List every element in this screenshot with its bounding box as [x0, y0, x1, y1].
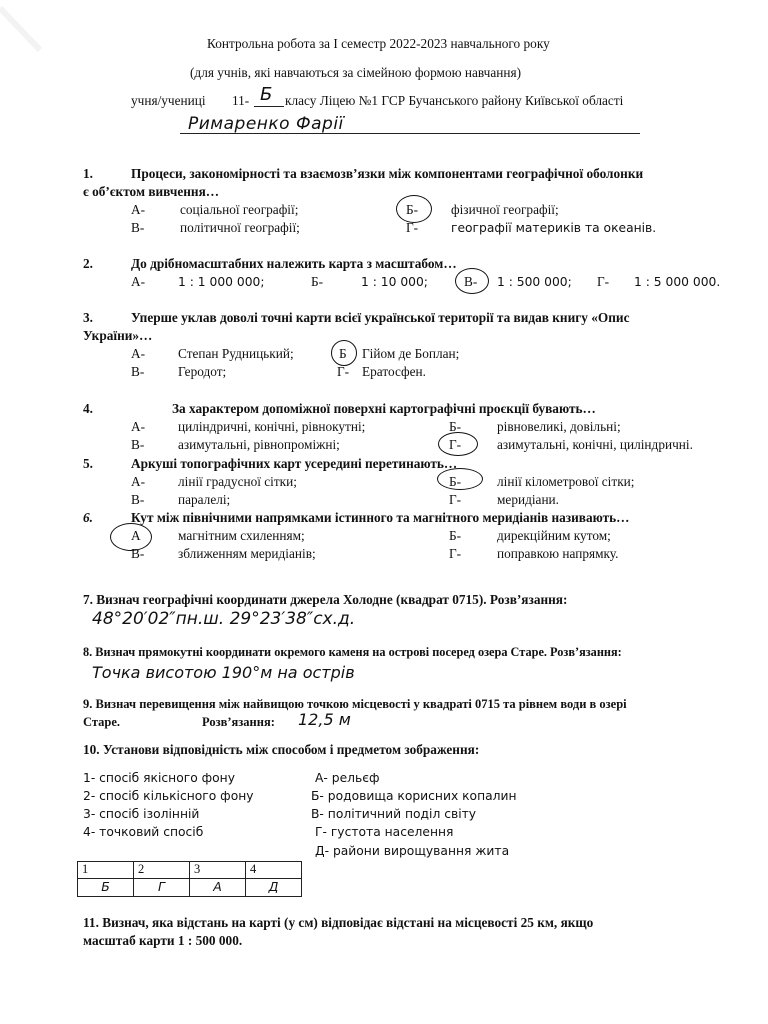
q4-opt-b-letter: Б- — [449, 419, 462, 434]
q3-opt-a-text: Степан Рудницький; — [178, 346, 294, 361]
q10-right-d: Д- райони вирощування жита — [315, 844, 510, 858]
q6-opt-g-letter: Г- — [449, 546, 462, 561]
q2-opt-g-letter: Г- — [597, 274, 610, 289]
q1-opt-g-letter: Г- — [406, 220, 419, 235]
q1-opt-b-text: фізичної географії; — [451, 202, 559, 217]
q4-text: За характером допоміжної поверхні картографічні проєкції бувають… — [172, 401, 596, 416]
q9-answer-handwritten: 12,5 м — [298, 710, 351, 729]
q6-number: 6. — [83, 510, 93, 525]
class-number: 11- — [232, 93, 250, 108]
q5-opt-g-text: меридіани. — [497, 492, 559, 507]
q5-answer-circle — [437, 468, 483, 490]
q6-opt-a-text: магнітним схиленням; — [178, 528, 305, 543]
q10-header-4: 4 — [246, 862, 302, 879]
q10-answer-table — [77, 861, 302, 897]
q10-header-1: 1 — [78, 862, 134, 879]
q2-opt-b-text: 1 : 10 000; — [361, 275, 428, 289]
q1-opt-g-text: географії материків та океанів. — [451, 221, 657, 235]
q5-text: Аркуші топографічних карт усередині перетинають… — [131, 456, 458, 471]
q1-text: Процеси, закономірності та взаємозв’язки між компонентами географічної оболонки — [131, 166, 644, 181]
q1-text-cont: є об’єктом вивчення… — [83, 184, 220, 199]
q5-opt-a-text: лінії градусної сітки; — [178, 474, 297, 489]
student-prefix: учня/учениці — [131, 93, 206, 108]
q1-answer-circle — [396, 195, 432, 223]
q4-number: 4. — [83, 401, 93, 416]
q10-right-b: Б- родовища корисних копалин — [311, 789, 517, 803]
q4-answer-circle — [438, 432, 478, 456]
q10-header-3: 3 — [190, 862, 246, 879]
q6-opt-b-letter: Б- — [449, 528, 462, 543]
q5-opt-v-text: паралелі; — [178, 492, 231, 507]
q5-opt-a-letter: А- — [131, 474, 146, 489]
q5-opt-b-letter: Б- — [449, 474, 462, 489]
class-letter-handwritten: Б — [260, 84, 273, 105]
q4-opt-v-letter: В- — [131, 437, 145, 452]
q2-number: 2. — [83, 256, 93, 271]
q10-right-v: В- політичний поділ світу — [311, 807, 477, 821]
q3-text: Уперше уклав доволі точні карти всієї української території та видав книгу «Опис — [131, 310, 630, 325]
q5-opt-g-letter: Г- — [449, 492, 462, 507]
q2-opt-b-letter: Б- — [311, 274, 324, 289]
q11-text: 11. Визнач, яка відстань на карті (у см) відповідає відстані на місцевості 25 км, якщо — [83, 915, 594, 930]
q6-text: Кут між північними напрямками істинного та магнітного меридіанів називають… — [131, 510, 630, 525]
q7-text: 7. Визнач географічні координати джерела Холодне (квадрат 0715). Розв’язання: — [83, 592, 568, 607]
q10-answer-2[interactable]: Г — [134, 879, 190, 897]
q10-header-2: 2 — [134, 862, 190, 879]
q3-opt-b-text: Гійом де Боплан; — [362, 346, 460, 361]
test-title: Контрольна робота за І семестр 2022-2023 навчального року — [207, 36, 550, 51]
q3-opt-a-letter: А- — [131, 346, 146, 361]
q1-opt-a-text: соціальної географії; — [180, 202, 299, 217]
q10-answer-1[interactable]: Б — [78, 879, 134, 897]
test-subtitle: (для учнів, які навчаються за сімейною формою навчання) — [190, 65, 522, 80]
q10-right-g: Г- густота населення — [315, 825, 454, 839]
name-underline — [180, 133, 640, 134]
q6-opt-v-letter: В- — [131, 546, 145, 561]
q11-text-cont: масштаб карти 1 : 500 000. — [83, 933, 243, 948]
q2-opt-v-text: 1 : 500 000; — [497, 275, 572, 289]
q3-opt-g-text: Ератосфен. — [362, 364, 426, 379]
q3-opt-b-letter: Б — [339, 346, 347, 361]
q5-number: 5. — [83, 456, 93, 471]
q4-opt-g-text: азимутальні, конічні, циліндричні. — [497, 437, 693, 452]
q2-opt-a-letter: А- — [131, 274, 146, 289]
student-name-handwritten: Римаренко Фарії — [188, 114, 344, 134]
q1-number: 1. — [83, 166, 93, 181]
school-name: класу Ліцею №1 ГСР Бучанського району Київської області — [285, 93, 624, 108]
q2-text: До дрібномасштабних належить карта з масштабом… — [131, 256, 457, 271]
q10-left-1: 1- спосіб якісного фону — [83, 771, 235, 785]
q4-opt-v-text: азимутальні, рівнопроміжні; — [178, 437, 340, 452]
q10-left-4: 4- точковий спосіб — [83, 825, 204, 839]
q2-opt-a-text: 1 : 1 000 000; — [178, 275, 265, 289]
class-underline — [254, 106, 284, 107]
q1-opt-b-letter: Б- — [406, 202, 419, 217]
q7-answer-handwritten: 48°20′02″пн.ш. 29°23′38″сх.д. — [92, 609, 356, 629]
q3-opt-v-letter: В- — [131, 364, 145, 379]
q1-opt-a-letter: А- — [131, 202, 146, 217]
q2-opt-v-letter: В- — [464, 274, 478, 289]
q4-opt-a-text: циліндричні, конічні, рівнокутні; — [178, 419, 366, 434]
q9-solution-label: Розв’язання: — [202, 715, 275, 729]
q6-answer-circle — [110, 523, 152, 551]
q3-number: 3. — [83, 310, 93, 325]
q4-opt-g-letter: Г- — [449, 437, 462, 452]
q10-right-a: А- рельєф — [315, 771, 380, 785]
corner-mark — [0, 0, 60, 60]
q9-text: 9. Визнач перевищення між найвищою точкою місцевості у квадраті 0715 та рівнем води в озері — [83, 697, 627, 711]
q5-opt-b-text: лінії кілометрової сітки; — [497, 474, 635, 489]
q1-opt-v-letter: В- — [131, 220, 145, 235]
q4-opt-b-text: рівновеликі, довільні; — [497, 419, 621, 434]
q10-text: 10. Установи відповідність між способом і предметом зображення: — [83, 742, 480, 757]
q6-opt-g-text: поправкою напрямку. — [497, 546, 619, 561]
q2-opt-g-text: 1 : 5 000 000. — [634, 275, 721, 289]
q10-left-3: 3- спосіб ізолінній — [83, 807, 200, 821]
q3-opt-g-letter: Г- — [337, 364, 350, 379]
q2-answer-circle — [455, 268, 489, 294]
q8-text: 8. Визнач прямокутні координати окремого каменя на острові посеред озера Старе. Розв’язання: — [83, 645, 622, 659]
q5-opt-v-letter: В- — [131, 492, 145, 507]
q3-text-cont: України»… — [83, 328, 153, 343]
q6-opt-b-text: дирекційним кутом; — [497, 528, 611, 543]
q1-opt-v-text: політичної географії; — [180, 220, 300, 235]
q6-opt-a-letter: А — [131, 528, 141, 543]
q10-left-2: 2- спосіб кількісного фону — [83, 789, 254, 803]
q6-opt-v-text: зближенням меридіанів; — [178, 546, 316, 561]
q8-answer-handwritten: Точка висотою 190°м на острів — [92, 663, 355, 682]
q4-opt-a-letter: А- — [131, 419, 146, 434]
q3-answer-circle — [331, 340, 357, 366]
q9-text-cont: Старе. — [83, 715, 121, 729]
q3-opt-v-text: Геродот; — [178, 364, 227, 379]
q10-answer-3[interactable]: А — [190, 879, 246, 897]
q10-answer-4[interactable]: Д — [246, 879, 302, 897]
